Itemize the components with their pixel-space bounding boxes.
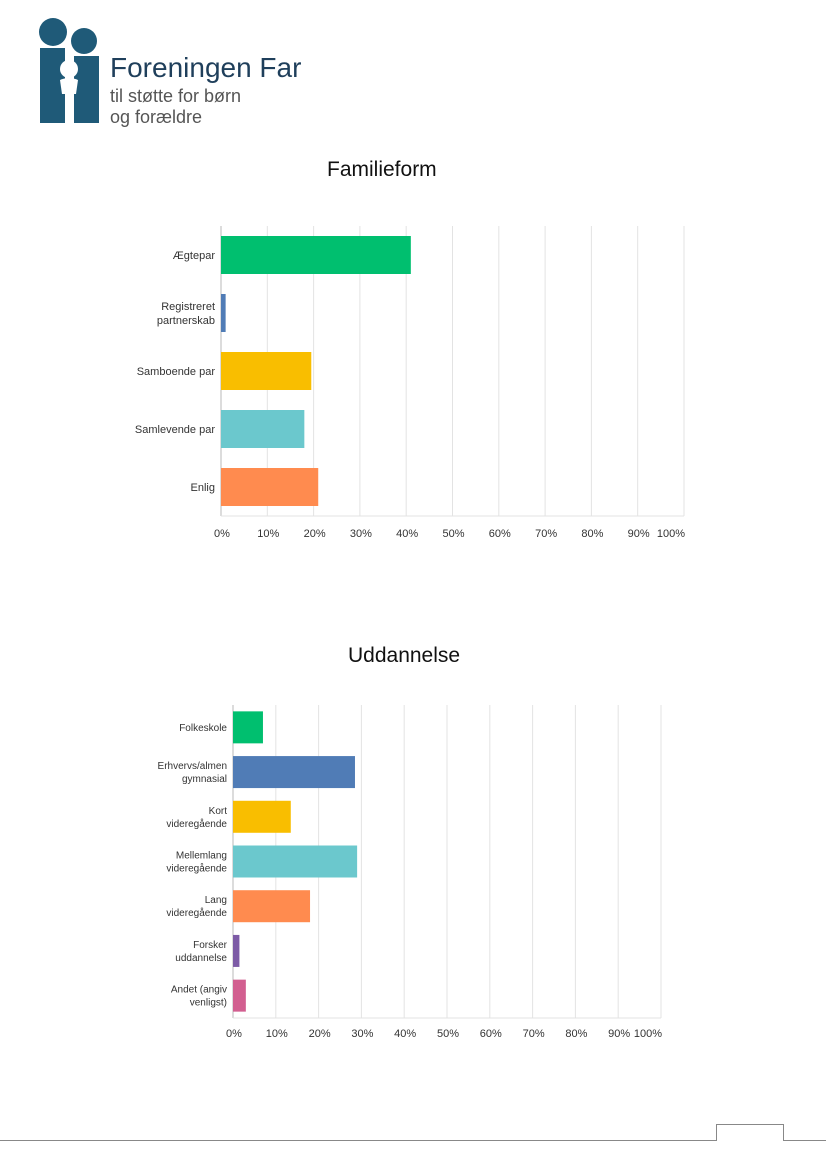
category-label: Samlevende par: [134, 423, 215, 436]
chart-title-familieform: Familieform: [327, 158, 437, 181]
tick-label: 50%: [436, 1028, 460, 1040]
bar: [233, 846, 357, 878]
category-label: Kort videregående: [166, 805, 227, 830]
category-label: Andet (angiv venligst): [170, 984, 227, 1009]
tick-label: 20%: [303, 528, 326, 540]
tick-label: 90%: [608, 1028, 631, 1040]
bar: [233, 711, 263, 743]
category-label: Mellemlang videregående: [166, 850, 227, 875]
tick-label: 0%: [226, 1028, 242, 1040]
bar: [221, 294, 226, 332]
category-label: Forsker uddannelse: [175, 939, 227, 964]
tick-label: 20%: [308, 1028, 331, 1040]
bar: [233, 935, 239, 967]
bar: [233, 801, 291, 833]
bar: [221, 410, 304, 448]
category-label: Ægtepar: [172, 249, 215, 262]
bar: [221, 468, 318, 506]
category-label: Registreret partnerskab: [156, 300, 215, 327]
logo: [36, 14, 336, 129]
footer-divider: [0, 1140, 826, 1141]
category-label: Samboende par: [136, 365, 215, 378]
tick-label: 40%: [396, 528, 419, 540]
bar: [233, 890, 310, 922]
logo-figures-icon: [36, 14, 110, 129]
tick-label: 100%: [633, 1028, 663, 1040]
category-label: Lang videregående: [166, 895, 227, 920]
tick-label: 70%: [522, 1028, 545, 1040]
chart-title-uddannelse: Uddannelse: [348, 644, 461, 667]
tick-label: 30%: [349, 528, 372, 540]
category-label: Enlig: [190, 481, 215, 494]
tick-label: 50%: [442, 528, 465, 540]
tick-label: 100%: [656, 528, 686, 540]
tick-label: 90%: [627, 528, 650, 540]
bar: [221, 236, 411, 274]
logo-tagline-line-2: og forældre: [110, 107, 203, 127]
bar: [233, 756, 355, 788]
tick-label: 40%: [394, 1028, 417, 1040]
tick-label: 80%: [581, 528, 604, 540]
bar: [221, 352, 311, 390]
category-label: Folkeskole: [179, 722, 227, 734]
bar: [233, 980, 246, 1012]
tick-label: 80%: [565, 1028, 588, 1040]
tick-label: 30%: [351, 1028, 374, 1040]
page-number-tab: [716, 1124, 784, 1141]
chart-familieform: [0, 210, 826, 555]
tick-label: 60%: [479, 1028, 502, 1040]
tick-label: 0%: [214, 528, 230, 540]
tick-label: 10%: [257, 528, 280, 540]
tick-label: 60%: [488, 528, 511, 540]
logo-tagline-line-1: til støtte for børn: [110, 86, 242, 106]
category-label: Erhvervs/almen gymnasial: [157, 761, 227, 786]
tick-label: 10%: [265, 1028, 288, 1040]
logo-name: Foreningen Far: [110, 52, 302, 83]
tick-label: 70%: [535, 528, 558, 540]
chart-uddannelse: [0, 690, 826, 1050]
